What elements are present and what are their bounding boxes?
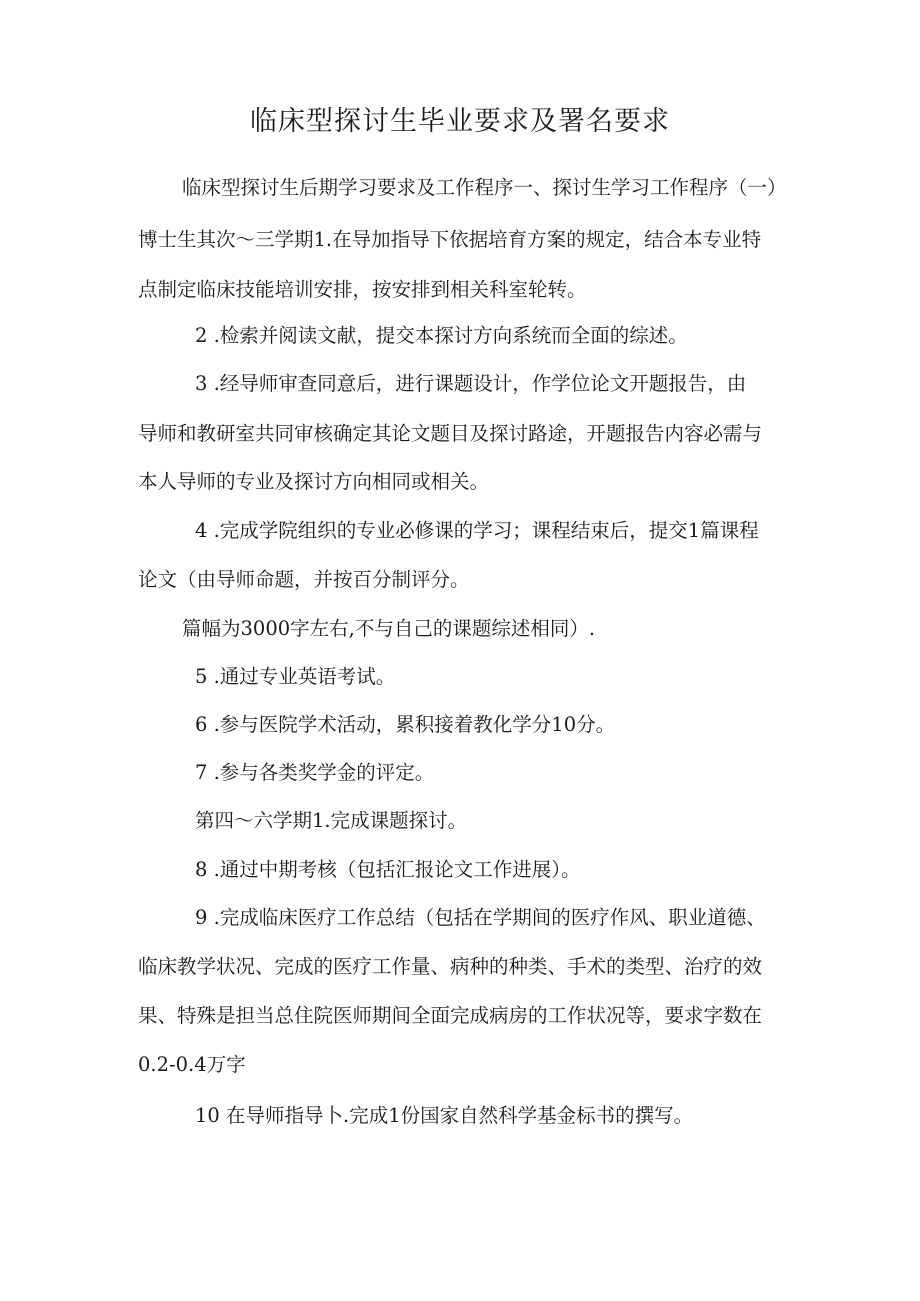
paragraph-line: 2 .检索并阅读文献，提交本探讨方向系统而全面的综述。 — [195, 324, 688, 347]
paragraph-line: 0.2-0.4万字 — [138, 1053, 246, 1076]
paragraph-line: 临床型探讨生后期学习要求及工作程序一、探讨生学习工作程序（一） — [182, 176, 787, 199]
paragraph-line: 第四～六学期1.完成课题探讨。 — [195, 809, 468, 832]
paragraph-line: 篇幅为3000字左右,不与自己的课题综述相同）. — [182, 617, 596, 640]
paragraph-line: 点制定临床技能培训安排，按安排到相关科室轮转。 — [138, 278, 587, 301]
paragraph-line: 10 在导师指导卜.完成1份国家自然科学基金标书的撰写。 — [195, 1104, 694, 1127]
paragraph-line: 博士生其次～三学期1.在导加指导下依据培育方案的规定，结合本专业特 — [138, 228, 762, 251]
paragraph-line: 本人导师的专业及探讨方向相同或相关。 — [138, 470, 490, 493]
paragraph-line: 5 .通过专业英语考试。 — [195, 665, 396, 688]
paragraph-line: 3 .经导师审查同意后，进行课题设计，作学位论文开题报告，由 — [195, 372, 747, 395]
paragraph-line: 4 .完成学院组织的专业必修课的学习；课程结束后，提交1篇课程 — [195, 519, 759, 542]
paragraph-line: 8 .通过中期考核（包括汇报论文工作进展）。 — [195, 858, 581, 881]
paragraph-line: 导师和教研室共同审核确定其论文题目及探讨路途，开题报告内容必需与 — [138, 422, 763, 445]
paragraph-line: 论文（由导师命题，并按百分制评分。 — [138, 568, 470, 591]
document-title: 临床型探讨生毕业要求及署名要求 — [250, 106, 670, 137]
paragraph-line: 果、特殊是担当总住院医师期间全面完成病房的工作状况等，要求字数在 — [138, 1004, 763, 1027]
paragraph-line: 6 .参与医院学术活动，累积接着教化学分10分。 — [195, 713, 616, 736]
paragraph-line: 临床教学状况、完成的医疗工作量、病种的种类、手术的类型、治疗的效 — [138, 955, 763, 978]
paragraph-line: 7 .参与各类奖学金的评定。 — [195, 761, 435, 784]
paragraph-line: 9 .完成临床医疗工作总结（包括在学期间的医疗作风、职业道德、 — [195, 906, 766, 929]
